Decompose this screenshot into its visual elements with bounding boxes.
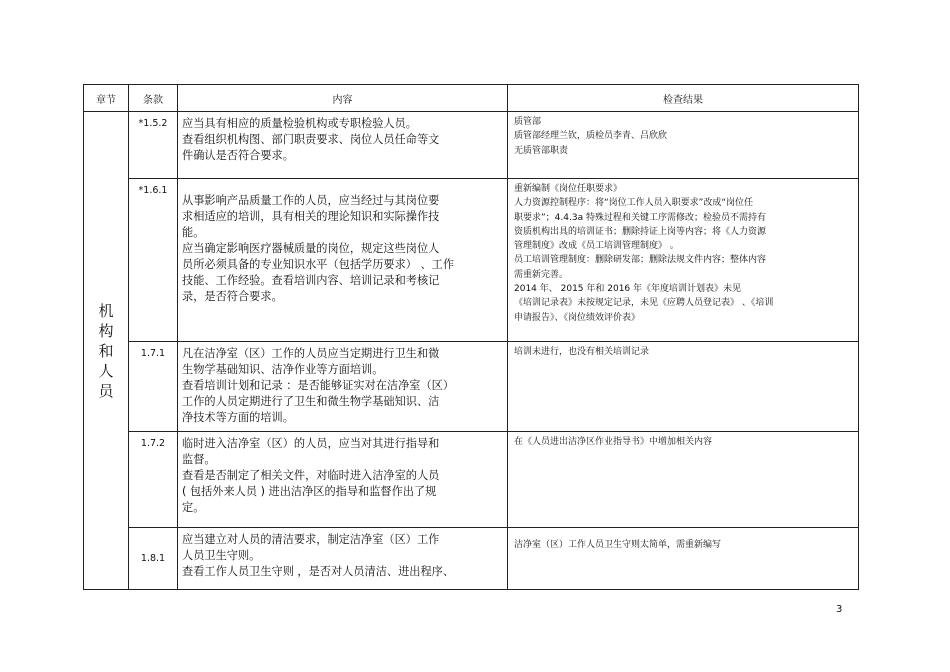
content-line: 求相适应的培训，具有相关的理论知识和实际操作技	[182, 210, 440, 223]
result-line: 质管部经理兰钦，质检员李青、吕欣欣	[514, 131, 668, 142]
chapter-char: 人	[98, 361, 114, 380]
content-cell	[178, 179, 508, 342]
header-clause: 条款	[129, 85, 178, 112]
result-cell	[508, 528, 859, 590]
content-line: 应当具有相应的质量检验机构或专职检验人员。	[182, 117, 417, 130]
chapter-char: 员	[98, 381, 114, 400]
result-cell	[508, 179, 859, 342]
inspection-table	[83, 84, 859, 590]
content-line: 人员卫生守则。	[182, 549, 261, 562]
content-cell	[178, 112, 508, 179]
table-row	[84, 112, 859, 179]
content-line: 技能、工作经验。查看培训内容、培训记录和考核记	[182, 274, 440, 287]
result-line: 重新编制《岗位任职要求》	[514, 184, 623, 194]
content-line: 应当确定影响医疗器械质量的岗位，规定这些岗位人	[182, 242, 440, 255]
result-line: 《培训记录表》未按规定记录，未见《应聘人员登记表》 、《培训	[514, 298, 774, 309]
chapter-char: 和	[98, 341, 114, 360]
content-line: 录，是否符合要求。	[182, 290, 283, 303]
content-line: 查看组织机构图、部门职责要求、岗位人员任命等文	[182, 133, 440, 146]
content-line: 能。	[182, 226, 205, 239]
content-line: 凡在洁净室（区）工作的人员应当定期进行卫生和微	[182, 347, 440, 360]
content-line: 定。	[182, 501, 205, 514]
table-row	[84, 179, 859, 342]
table-header-row	[84, 85, 859, 112]
content-line: 员所必须具备的专业知识水平（包括学历要求） 、工作	[182, 258, 455, 271]
clause-cell: 1.7.2	[129, 432, 178, 528]
result-line: 洁净室（区）工作人员卫生守则太简单，需重新编写	[514, 540, 722, 550]
header-chapter: 章节	[84, 85, 129, 112]
clause-cell: *1.5.2	[129, 112, 178, 179]
content-line: 查看是否制定了相关文件，对临时进入洁净室的人员	[182, 469, 440, 482]
header-content: 内容	[178, 85, 508, 112]
content-cell	[178, 432, 508, 528]
page-number: 3	[836, 604, 843, 615]
result-line: 质管部	[514, 117, 542, 127]
content-line: 查看工作人员卫生守则 ，是否对人员清洁、进出程序、	[182, 565, 455, 578]
content-cell	[178, 342, 508, 432]
chapter-char: 机	[98, 301, 114, 320]
result-line: 员工培训管理制度：删除研发部；删除法规文件内容；整体内容	[514, 255, 767, 266]
result-line: 资质机构出具的培训证书；删除持证上岗等内容；将《人力资源	[514, 226, 767, 237]
content-line: 监督。	[182, 453, 216, 466]
content-line: 净技术等方面的培训。	[182, 411, 294, 424]
table-row	[84, 528, 859, 590]
content-line: 临时进入洁净室（区）的人员，应当对其进行指导和	[182, 437, 440, 450]
content-line: 生物学基础知识、洁净作业等方面培训。	[182, 363, 384, 376]
result-cell	[508, 432, 859, 528]
content-cell	[178, 528, 508, 590]
result-line: 人力资源控制程序：将“岗位工作人员入职要求”改成“岗位任	[514, 198, 753, 209]
content-line: 件确认是否符合要求。	[182, 149, 294, 162]
result-cell	[508, 112, 859, 179]
clause-cell: 1.8.1	[129, 528, 178, 590]
result-line: 培训未进行，也没有相关培训记录	[514, 347, 650, 357]
clause-cell: *1.6.1	[129, 179, 178, 342]
table-row	[84, 432, 859, 528]
result-line: 管理制度》改成《员工培训管理制度》 。	[514, 241, 679, 252]
header-result: 检查结果	[508, 85, 859, 112]
content-line: ( 包括外来人员 ) 进出洁净区的指导和监督作出了规	[182, 485, 437, 498]
result-line: 无质管部职责	[514, 145, 569, 156]
content-line: 查看培训计划和记录 ：是否能够证实对在洁净室（区）	[182, 379, 455, 392]
result-line: 申请报告》、《岗位绩效评价表》	[514, 312, 641, 323]
content-line: 应当建立对人员的清洁要求，制定洁净室（区）工作	[182, 533, 440, 546]
result-line: 需重新完善。	[514, 269, 569, 280]
chapter-char: 构	[98, 321, 114, 340]
table-row	[84, 342, 859, 432]
result-cell	[508, 342, 859, 432]
clause-cell: 1.7.1	[129, 342, 178, 432]
content-line: 从事影响产品质量工作的人员，应当经过与其岗位要	[182, 194, 440, 207]
content-line: 工作的人员定期进行了卫生和微生物学基础知识、洁	[182, 395, 440, 408]
result-line: 2014 年、 2015 年和 2016 年《年度培训计划表》未见	[514, 284, 742, 295]
result-line: 在《人员进出洁净区作业指导书》中增加相关内容	[514, 437, 713, 447]
result-line: 职要求”；4.4.3a 特殊过程和关键工序需修改；检验员不需持有	[514, 212, 766, 223]
chapter-cell	[84, 112, 129, 590]
